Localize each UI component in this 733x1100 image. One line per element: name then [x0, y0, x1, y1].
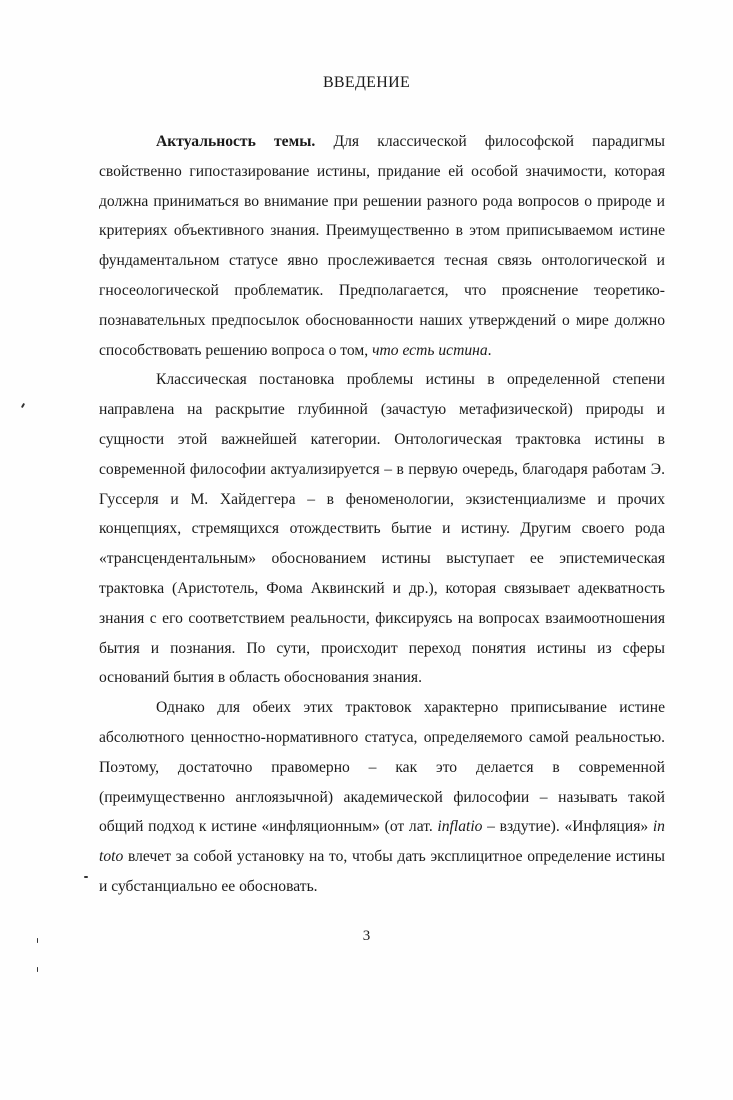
paragraph-text: влечет за собой установку на то, чтобы дать эксплицитное определение истины и субстанциально ее обосновать.	[99, 848, 665, 895]
body-text	[99, 127, 665, 902]
paragraph-text: – вздутие). «Инфляция»	[482, 818, 653, 836]
italic-term: in toto	[99, 818, 665, 866]
paragraph-text: Однако для обеих этих трактовок характерно приписывание истине абсолютного ценностно-нормативного статуса, определяемого самой реальностью. Поэтому, достаточно правомерно – как это делается в современной (преимущественно англоязычной) академической философии – называть такой общий подход к истине «инфляционным» (от лат.	[99, 699, 665, 836]
page-title: ВВЕДЕНИЕ	[322, 74, 411, 91]
scan-speck	[21, 403, 25, 408]
scan-speck	[84, 876, 88, 878]
paragraph-3	[99, 693, 665, 902]
paragraph-2	[99, 365, 665, 693]
paragraph-lead: Актуальность темы.	[156, 133, 316, 150]
italic-phrase: что есть истина	[372, 341, 488, 359]
italic-term: inflatio	[437, 818, 483, 836]
scan-speck	[37, 967, 38, 972]
page-number: 3	[362, 928, 371, 944]
scan-speck	[37, 938, 38, 943]
paragraph-text: Классическая постановка проблемы истины в определенной степени направлена на раскрытие глубинной (зачастую метафизической) природы и сущности этой важнейшей категории. Онтологическая трактовка истины в современной философии актуализируется – в первую очередь, благодаря работам Э. Гуссерля и М. Хайдеггера – в феноменологии, экзистенциализме и прочих концепциях, стремящихся отождествить бытие и истину. Другим своего рода «трансцендентальным» обоснованием истины выступает ее эпистемическая трактовка (Аристотель, Фома Аквинский и др.), которая связывает адекватность знания с его соответствием реальности, фиксируясь на вопросах взаимоотношения бытия и познания. По сути, происходит переход понятия истины из сферы оснований бытия в область обоснования знания.	[99, 371, 665, 687]
paragraph-text: .	[487, 341, 492, 359]
paragraph-text: Для классической философской парадигмы свойственно гипостазирование истины, придание ей особой значимости, которая должна приниматься во внимание при решении разного рода вопросов о природе и критериях объективного знания. Преимущественно в этом приписываемом истине фундаментальном статусе явно прослеживается тесная связь онтологической и гносеологической проблематик. Предполагается, что прояснение теоретико-познавательных предпосылок обоснованности наших утверждений о мире должно способствовать решению вопроса о том,	[99, 133, 665, 359]
paragraph-1	[99, 127, 665, 365]
